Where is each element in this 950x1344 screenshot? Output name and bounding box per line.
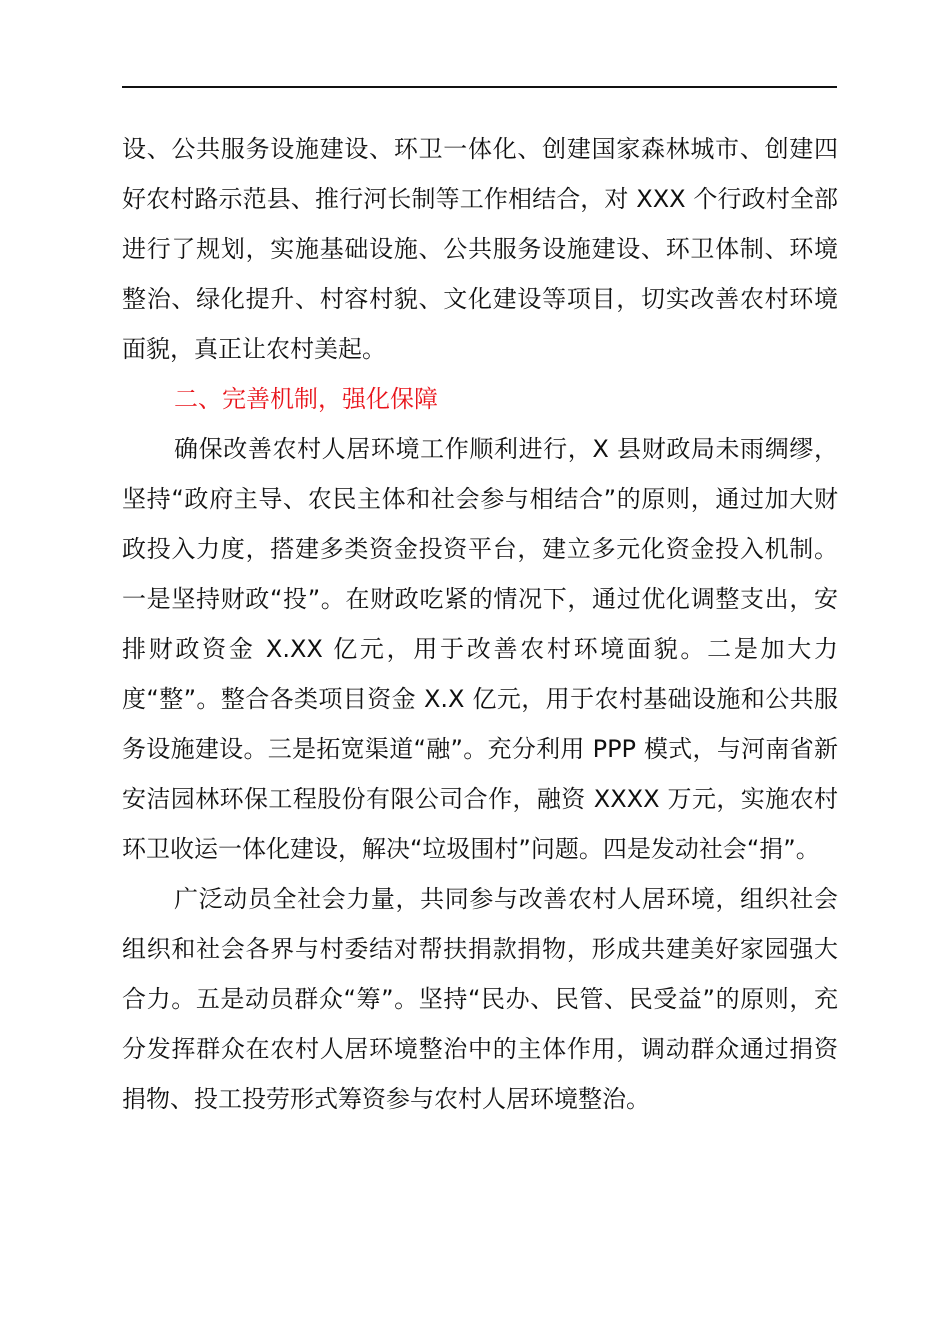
header-divider <box>122 86 837 88</box>
section-heading: 二、完善机制，强化保障 <box>174 385 438 413</box>
paragraph-continued: 设、公共服务设施建设、环卫一体化、创建国家森林城市、创建四好农村路示范县、推行河长制等工作相结合，对 XXX 个行政村全部进行了规划，实施基础设施、公共服务设施建设、环卫体制、环境整治、绿化提升、村容村貌、文化建设等项目，切实改善农村环境面貌，真正让农村美起。 <box>122 135 838 363</box>
paragraph-funding: 确保改善农村人居环境工作顺利进行，X 县财政局未雨绸缪，坚持“政府主导、农民主体和社会参与相结合”的原则，通过加大财政投入力度，搭建多类资金投资平台，建立多元化资金投入机制。一是坚持财政“投”。在财政吃紧的情况下，通过优化调整支出，安排财政资金 X.XX 亿元，用于改善农村环境面貌。二是加大力度“整”。整合各类项目资金 X.X 亿元，用于农村基础设施和公共服务设施建设。三是拓宽渠道“融”。充分利用 PPP 模式，与河南省新安洁园林环保工程股份有限公司合作，融资 XXXX 万元，实施农村环卫收运一体化建设，解决“垃圾围村”问题。四是发动社会“捐”。 <box>122 435 838 863</box>
paragraph-mobilization: 广泛动员全社会力量，共同参与改善农村人居环境，组织社会组织和社会各界与村委结对帮扶捐款捐物，形成共建美好家园强大合力。五是动员群众“筹”。坚持“民办、民管、民受益”的原则，充分发挥群众在农村人居环境整治中的主体作用，调动群众通过捐资捐物、投工投劳形式筹资参与农村人居环境整治。 <box>122 885 838 1113</box>
document-body <box>122 124 838 1124</box>
